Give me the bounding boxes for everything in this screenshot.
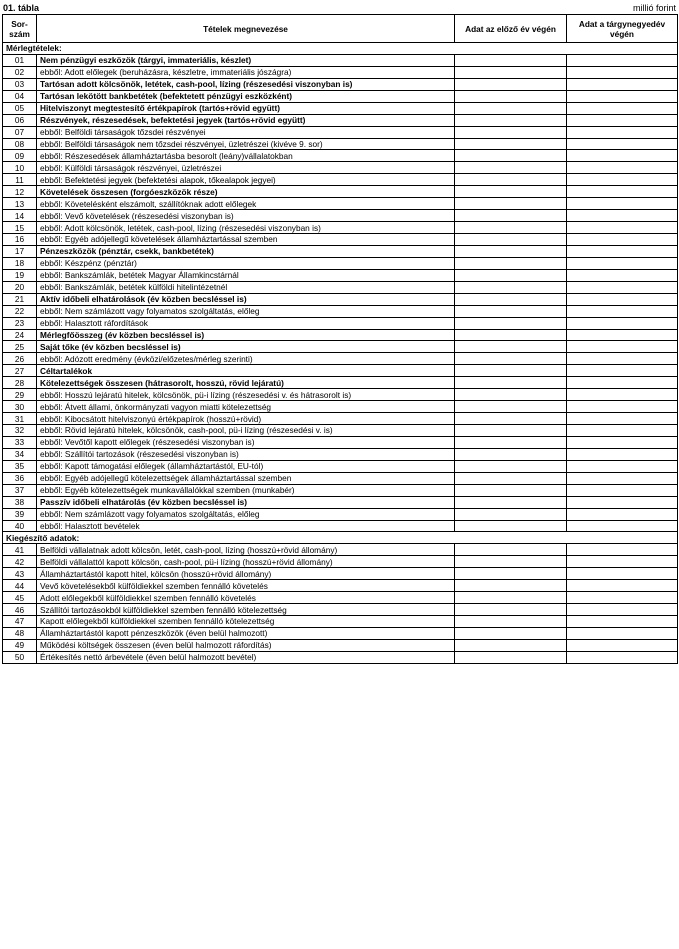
row-label: Hitelviszonyt megtestesítő értékpapírok (tartós+rövid együtt) [37,102,455,114]
row-label: Nem pénzügyi eszközök (tárgyi, immateriális, készlet) [37,54,455,66]
row-label: ebből: Szállítói tartozások (részesedési viszonyban is) [37,448,455,460]
current-quarter-value-cell[interactable] [567,604,678,616]
row-number: 40 [3,520,37,532]
row-number: 38 [3,496,37,508]
table-header-line [3,2,676,14]
current-quarter-value-cell[interactable] [567,210,678,222]
current-quarter-value-cell[interactable] [567,425,678,437]
prev-year-value-cell[interactable] [455,90,567,102]
current-quarter-value-cell[interactable] [567,102,678,114]
prev-year-value-cell[interactable] [455,198,567,210]
row-number: 28 [3,377,37,389]
table-row [3,317,678,329]
prev-year-value-cell[interactable] [455,365,567,377]
table-row [3,126,678,138]
table-row [3,174,678,186]
row-number: 47 [3,616,37,628]
unit-label: millió forint [632,3,676,13]
current-quarter-value-cell[interactable] [567,305,678,317]
table-row [3,341,678,353]
row-number: 20 [3,281,37,293]
table-row [3,616,678,628]
row-number: 39 [3,508,37,520]
table-row [3,281,678,293]
table-row [3,305,678,317]
row-number: 05 [3,102,37,114]
current-quarter-value-cell[interactable] [567,448,678,460]
row-label: ebből: Rövid lejáratú hitelek, kölcsönök, cash-pool, pü-i lízing (részesedési v. is) [37,425,455,437]
row-number: 18 [3,257,37,269]
row-number: 37 [3,484,37,496]
row-number: 10 [3,162,37,174]
row-label: ebből: Részesedések államháztartásba besorolt (leány)vállalatokban [37,150,455,162]
table-row [3,484,678,496]
row-label: Államháztartástól kapott pénzeszközök (éven belül halmozott) [37,627,455,639]
table-row [3,604,678,616]
section-row [3,532,678,544]
prev-year-value-cell[interactable] [455,592,567,604]
table-row [3,66,678,78]
current-quarter-value-cell[interactable] [567,341,678,353]
row-label: ebből: Vevőtől kapott előlegek (részesedési viszonyban is) [37,436,455,448]
row-label: Szállítói tartozásokból külföldiekkel szemben fennálló kötelezettség [37,604,455,616]
row-label: Kötelezettségek összesen (hátrasorolt, hosszú, rövid lejáratú) [37,377,455,389]
table-row [3,78,678,90]
prev-year-value-cell[interactable] [455,245,567,257]
row-label: Vevő követelésekből külföldiekkel szemben fennálló követelés [37,580,455,592]
prev-year-value-cell[interactable] [455,568,567,580]
row-label: Pénzeszközök (pénztár, csekk, bankbetétek) [37,245,455,257]
prev-year-value-cell[interactable] [455,329,567,341]
prev-year-value-cell[interactable] [455,102,567,114]
current-quarter-value-cell[interactable] [567,222,678,234]
row-number: 24 [3,329,37,341]
prev-year-value-cell[interactable] [455,174,567,186]
current-quarter-value-cell[interactable] [567,544,678,556]
current-quarter-value-cell[interactable] [567,90,678,102]
table-row [3,544,678,556]
row-number: 17 [3,245,37,257]
prev-year-value-cell[interactable] [455,508,567,520]
section-title: Mérlegtételek: [3,43,678,55]
row-label: Mérlegfőösszeg (év közben becsléssel is) [37,329,455,341]
row-label: Részvények, részesedések, befektetési jegyek (tartós+rövid együtt) [37,114,455,126]
current-quarter-value-cell[interactable] [567,234,678,246]
row-number: 43 [3,568,37,580]
row-label: ebből: Adott előlegek (beruházásra, készletre, immateriális jószágra) [37,66,455,78]
current-quarter-value-cell[interactable] [567,317,678,329]
table-row [3,54,678,66]
prev-year-value-cell[interactable] [455,616,567,628]
current-quarter-value-cell[interactable] [567,78,678,90]
current-quarter-value-cell[interactable] [567,580,678,592]
current-quarter-value-cell[interactable] [567,198,678,210]
col-header-prev-text: Adat az előző év végén [465,23,556,34]
row-label: Belföldi vállalattól kapott kölcsön, cash-pool, pü-i lízing (hosszú+rövid állomány) [37,556,455,568]
current-quarter-value-cell[interactable] [567,54,678,66]
row-label: Adott előlegekből külföldiekkel szemben fennálló követelés [37,592,455,604]
prev-year-value-cell[interactable] [455,114,567,126]
current-quarter-value-cell[interactable] [567,568,678,580]
row-label: Saját tőke (év közben becsléssel is) [37,341,455,353]
row-number: 36 [3,472,37,484]
current-quarter-value-cell[interactable] [567,460,678,472]
current-quarter-value-cell[interactable] [567,639,678,651]
prev-year-value-cell[interactable] [455,413,567,425]
table-row [3,436,678,448]
table-row [3,269,678,281]
row-number: 02 [3,66,37,78]
row-number: 11 [3,174,37,186]
row-number: 32 [3,425,37,437]
table-row [3,329,678,341]
table-row [3,568,678,580]
row-label: ebből: Belföldi társaságok tőzsdei részvényei [37,126,455,138]
prev-year-value-cell[interactable] [455,472,567,484]
current-quarter-value-cell[interactable] [567,281,678,293]
row-label: ebből: Kibocsátott hitelviszonyú értékpapírok (hosszú+rövid) [37,413,455,425]
prev-year-value-cell[interactable] [455,293,567,305]
prev-year-value-cell[interactable] [455,520,567,532]
row-number: 19 [3,269,37,281]
current-quarter-value-cell[interactable] [567,520,678,532]
table-row [3,162,678,174]
prev-year-value-cell[interactable] [455,460,567,472]
table-row [3,448,678,460]
row-number: 30 [3,401,37,413]
current-quarter-value-cell[interactable] [567,66,678,78]
prev-year-value-cell[interactable] [455,580,567,592]
current-quarter-value-cell[interactable] [567,592,678,604]
prev-year-value-cell[interactable] [455,317,567,329]
current-quarter-value-cell[interactable] [567,627,678,639]
row-number: 23 [3,317,37,329]
prev-year-value-cell[interactable] [455,353,567,365]
table-row [3,651,678,663]
row-number: 31 [3,413,37,425]
row-label: ebből: Nem számlázott vagy folyamatos szolgáltatás, előleg [37,508,455,520]
col-header-name-text: Tételek megnevezése [203,23,288,34]
row-label: ebből: Vevő követelések (részesedési viszonyban is) [37,210,455,222]
table-row [3,556,678,568]
prev-year-value-cell[interactable] [455,639,567,651]
row-label: ebből: Követelésként elszámolt, szállítóknak adott előlegek [37,198,455,210]
row-label: Tartósan adott kölcsönök, letétek, cash-pool, lízing (részesedési viszonyban is) [37,78,455,90]
row-number: 04 [3,90,37,102]
row-number: 06 [3,114,37,126]
prev-year-value-cell[interactable] [455,604,567,616]
prev-year-value-cell[interactable] [455,66,567,78]
current-quarter-value-cell[interactable] [567,436,678,448]
row-number: 45 [3,592,37,604]
row-number: 07 [3,126,37,138]
current-quarter-value-cell[interactable] [567,186,678,198]
table-row [3,472,678,484]
row-number: 16 [3,234,37,246]
prev-year-value-cell[interactable] [455,234,567,246]
current-quarter-value-cell[interactable] [567,150,678,162]
row-label: Működési költségek összesen (éven belül halmozott ráfordítás) [37,639,455,651]
row-label: ebből: Adózott eredmény (évközi/előzetes/mérleg szerinti) [37,353,455,365]
row-label: ebből: Egyéb kötelezettségek munkavállalókkal szemben (munkabér) [37,484,455,496]
current-quarter-value-cell[interactable] [567,329,678,341]
row-label: Tartósan lekötött bankbetétek (befektetett pénzügyi eszközként) [37,90,455,102]
current-quarter-value-cell[interactable] [567,245,678,257]
current-quarter-value-cell[interactable] [567,365,678,377]
row-label: Belföldi vállalatnak adott kölcsön, letét, cash-pool, lízing (hosszú+rövid állomány) [37,544,455,556]
balance-sheet-table [2,14,678,664]
row-number: 35 [3,460,37,472]
current-quarter-value-cell[interactable] [567,401,678,413]
current-quarter-value-cell[interactable] [567,162,678,174]
prev-year-value-cell[interactable] [455,78,567,90]
current-quarter-value-cell[interactable] [567,496,678,508]
table-row [3,102,678,114]
col-header-curr [567,15,678,43]
table-row [3,425,678,437]
table-row [3,627,678,639]
row-label: ebből: Átvett állami, önkormányzati vagyon miatti kötelezettség [37,401,455,413]
current-quarter-value-cell[interactable] [567,389,678,401]
current-quarter-value-cell[interactable] [567,114,678,126]
table-row [3,90,678,102]
table-row [3,210,678,222]
table-body [3,43,678,664]
row-label: Kapott előlegekből külföldiekkel szemben fennálló kötelezettség [37,616,455,628]
row-number: 14 [3,210,37,222]
row-number: 49 [3,639,37,651]
table-row [3,365,678,377]
prev-year-value-cell[interactable] [455,544,567,556]
prev-year-value-cell[interactable] [455,222,567,234]
current-quarter-value-cell[interactable] [567,616,678,628]
prev-year-value-cell[interactable] [455,496,567,508]
col-header-prev [455,15,567,43]
row-label: Aktív időbeli elhatárolások (év közben becsléssel is) [37,293,455,305]
row-number: 22 [3,305,37,317]
row-number: 08 [3,138,37,150]
row-number: 29 [3,389,37,401]
row-label: ebből: Belföldi társaságok nem tőzsdei részvényei, üzletrészei (kivéve 9. sor) [37,138,455,150]
prev-year-value-cell[interactable] [455,305,567,317]
table-row [3,401,678,413]
table-row [3,245,678,257]
prev-year-value-cell[interactable] [455,401,567,413]
row-label: ebből: Külföldi társaságok részvényei, üzletrészei [37,162,455,174]
current-quarter-value-cell[interactable] [567,174,678,186]
current-quarter-value-cell[interactable] [567,377,678,389]
row-label: ebből: Adott kölcsönök, letétek, cash-pool, lízing (részesedési viszonyban is) [37,222,455,234]
table-id: 01. tábla [3,3,40,13]
prev-year-value-cell[interactable] [455,448,567,460]
current-quarter-value-cell[interactable] [567,353,678,365]
current-quarter-value-cell[interactable] [567,257,678,269]
row-number: 48 [3,627,37,639]
col-header-seq [3,15,37,43]
prev-year-value-cell[interactable] [455,627,567,639]
prev-year-value-cell[interactable] [455,269,567,281]
row-number: 09 [3,150,37,162]
current-quarter-value-cell[interactable] [567,472,678,484]
table-row [3,520,678,532]
row-number: 25 [3,341,37,353]
current-quarter-value-cell[interactable] [567,413,678,425]
col-header-seq-text: Sor- szám [9,18,30,39]
row-number: 34 [3,448,37,460]
row-label: ebből: Halasztott ráfordítások [37,317,455,329]
row-number: 50 [3,651,37,663]
current-quarter-value-cell[interactable] [567,269,678,281]
col-header-curr-text: Adat a tárgynegyedév végén [578,18,666,39]
table-row [3,496,678,508]
row-number: 21 [3,293,37,305]
row-number: 26 [3,353,37,365]
table-row [3,353,678,365]
prev-year-value-cell[interactable] [455,651,567,663]
prev-year-value-cell[interactable] [455,186,567,198]
table-row [3,580,678,592]
prev-year-value-cell[interactable] [455,257,567,269]
row-number: 15 [3,222,37,234]
prev-year-value-cell[interactable] [455,150,567,162]
table-row [3,114,678,126]
row-label: ebből: Hosszú lejáratú hitelek, kölcsönök, pü-i lízing (részesedési v. és hátrasorolt is) [37,389,455,401]
table-row [3,257,678,269]
prev-year-value-cell[interactable] [455,377,567,389]
current-quarter-value-cell[interactable] [567,556,678,568]
table-row [3,138,678,150]
row-label: ebből: Bankszámlák, betétek Magyar Államkincstárnál [37,269,455,281]
current-quarter-value-cell[interactable] [567,138,678,150]
table-row [3,592,678,604]
row-label: Céltartalékok [37,365,455,377]
table-row [3,460,678,472]
prev-year-value-cell[interactable] [455,210,567,222]
table-row [3,508,678,520]
row-label: ebből: Egyéb adójellegű követelések államháztartással szemben [37,234,455,246]
row-label: Értékesítés nettó árbevétele (éven belül halmozott bevétel) [37,651,455,663]
current-quarter-value-cell[interactable] [567,126,678,138]
row-number: 46 [3,604,37,616]
table-row [3,234,678,246]
row-label: ebből: Befektetési jegyek (befektetési alapok, tőkealapok jegyei) [37,174,455,186]
table-row [3,222,678,234]
row-label: ebből: Kapott támogatási előlegek (államháztartástól, EU-tól) [37,460,455,472]
table-row [3,150,678,162]
prev-year-value-cell[interactable] [455,425,567,437]
prev-year-value-cell[interactable] [455,389,567,401]
row-label: ebből: Bankszámlák, betétek külföldi hitelintézetnél [37,281,455,293]
row-number: 12 [3,186,37,198]
row-label: ebből: Halasztott bevételek [37,520,455,532]
row-number: 01 [3,54,37,66]
row-number: 03 [3,78,37,90]
table-row [3,293,678,305]
row-number: 13 [3,198,37,210]
prev-year-value-cell[interactable] [455,436,567,448]
row-label: Követelések összesen (forgóeszközök része) [37,186,455,198]
table-row [3,186,678,198]
prev-year-value-cell[interactable] [455,556,567,568]
prev-year-value-cell[interactable] [455,341,567,353]
column-header-row [3,15,678,43]
row-label: ebből: Egyéb adójellegű kötelezettségek államháztartással szemben [37,472,455,484]
col-header-name [37,15,455,43]
row-number: 42 [3,556,37,568]
current-quarter-value-cell[interactable] [567,293,678,305]
prev-year-value-cell[interactable] [455,484,567,496]
row-number: 41 [3,544,37,556]
current-quarter-value-cell[interactable] [567,508,678,520]
row-number: 33 [3,436,37,448]
table-row [3,413,678,425]
prev-year-value-cell[interactable] [455,54,567,66]
table-row [3,198,678,210]
current-quarter-value-cell[interactable] [567,484,678,496]
current-quarter-value-cell[interactable] [567,651,678,663]
row-label: Államháztartástól kapott hitel, kölcsön (hosszú+rövid állomány) [37,568,455,580]
row-label: ebből: Nem számlázott vagy folyamatos szolgáltatás, előleg [37,305,455,317]
section-title: Kiegészítő adatok: [3,532,678,544]
table-row [3,389,678,401]
row-number: 44 [3,580,37,592]
section-row [3,43,678,55]
prev-year-value-cell[interactable] [455,281,567,293]
row-label: ebből: Készpénz (pénztár) [37,257,455,269]
prev-year-value-cell[interactable] [455,138,567,150]
prev-year-value-cell[interactable] [455,162,567,174]
prev-year-value-cell[interactable] [455,126,567,138]
table-row [3,377,678,389]
row-label: Passzív időbeli elhatárolás (év közben becsléssel is) [37,496,455,508]
row-number: 27 [3,365,37,377]
table-row [3,639,678,651]
